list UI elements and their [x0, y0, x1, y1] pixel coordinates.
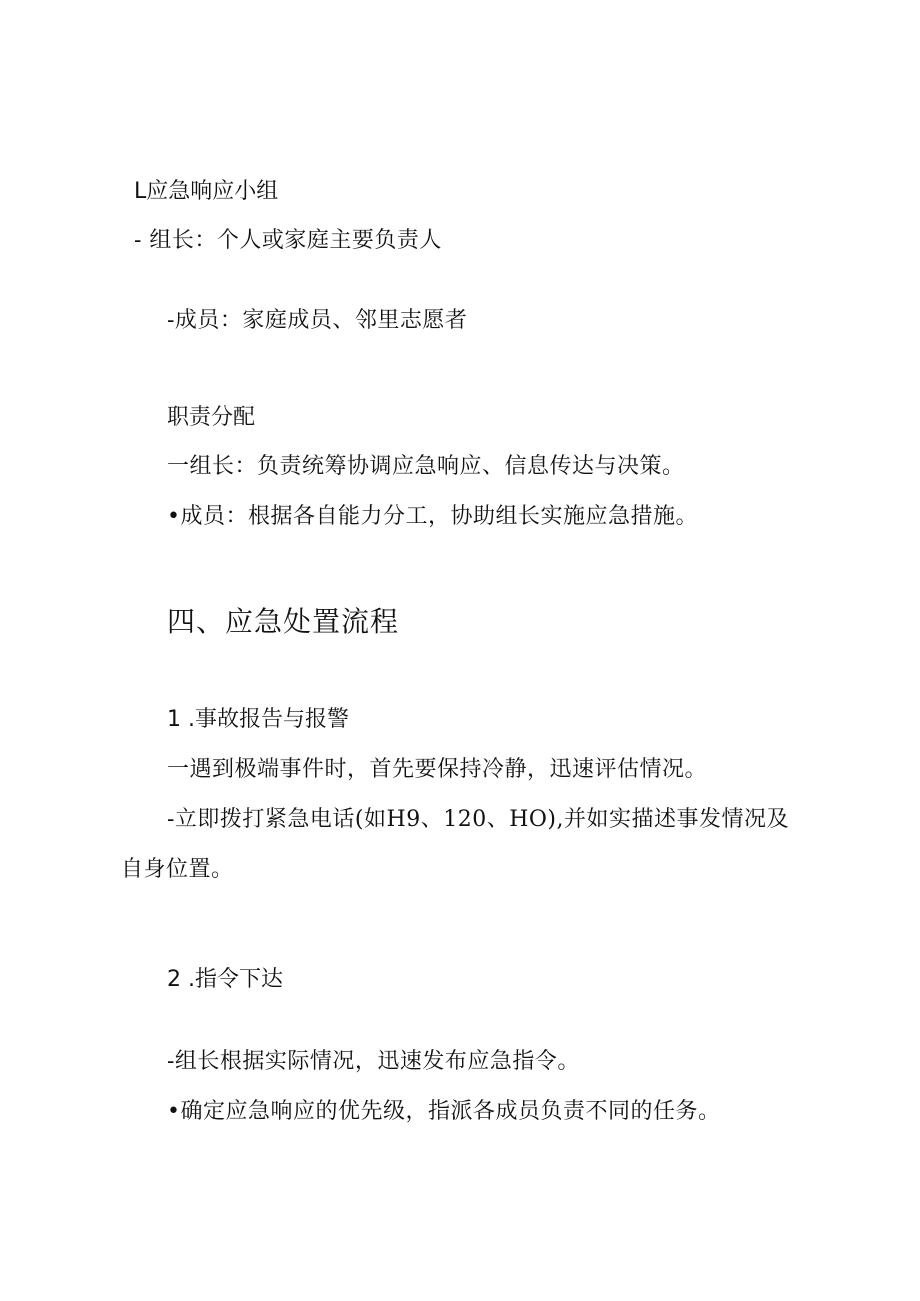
duty-leader-text: ：负责统筹协调应急响应、信息传达与决策。	[234, 454, 685, 479]
duties-heading: 职责分配	[167, 405, 256, 430]
step2-heading: 2 .指令下达	[167, 967, 283, 992]
step2-line-1: -组长根据实际情况，迅速发布应急指令。	[167, 1049, 580, 1074]
duty-member-text: ：根据各自能力分工，协助组长实施应急措施。	[225, 504, 698, 529]
duty-member-lead: •成员	[167, 504, 226, 529]
step1-line-1: 一遇到极端事件时，首先要保持冷静，迅速评估情况。	[167, 757, 708, 782]
section-four-heading: 四、应急处置流程	[167, 605, 400, 638]
step1-heading: 1 .事故报告与报警	[167, 707, 349, 732]
step2-line-2: •确定应急响应的优先级，指派各成员负责不同的任务。	[167, 1099, 721, 1124]
group-members-line: -成员：家庭成员、邻里志愿者	[167, 308, 468, 333]
step1-line-2: -立即拨打紧急电话(如H9、120、HO),并如实描述事发情况及	[167, 807, 789, 832]
group-leader-line: - 组长：个人或家庭主要负责人	[134, 228, 442, 253]
group-heading: L应急响应小组	[134, 179, 279, 204]
duty-leader-lead: 一组长	[167, 454, 235, 479]
duty-member-line	[167, 502, 698, 532]
duty-leader-line	[167, 452, 685, 482]
step1-line-3: 自身位置。	[121, 857, 234, 882]
